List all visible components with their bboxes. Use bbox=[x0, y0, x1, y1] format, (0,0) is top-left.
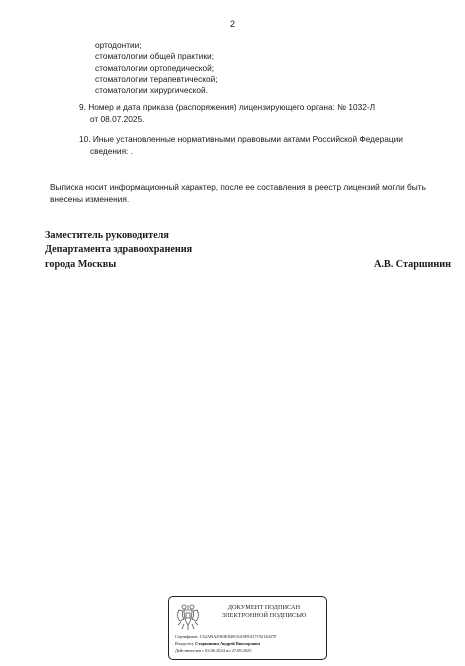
other-info-line: 10. Иные установленные нормативными правовыми актами Российской Федерации bbox=[79, 134, 403, 144]
order-info-line: 9. Номер и дата приказа (распоряжения) лицензирующего органа: № 1032-Л bbox=[79, 102, 376, 112]
e-signature-stamp bbox=[168, 596, 327, 660]
signer-position-line: города Москвы bbox=[45, 258, 117, 270]
list-item: стоматологии ортопедической; bbox=[95, 62, 215, 73]
other-info-item bbox=[79, 134, 403, 157]
order-info-date: от 08.07.2025. bbox=[90, 113, 145, 124]
stamp-owner bbox=[175, 641, 260, 646]
signer-position-line: Заместитель руководителя bbox=[45, 230, 169, 241]
notice-text: Выписка носит информационный характер, после ее составления в реестр лицензий могли быть внесены изменения. bbox=[50, 182, 426, 204]
stamp-certificate bbox=[175, 634, 277, 639]
stamp-title-line: ДОКУМЕНТ ПОДПИСАН bbox=[227, 604, 301, 611]
specialty-list bbox=[95, 40, 218, 96]
stamp-title bbox=[205, 604, 323, 619]
coat-of-arms-icon bbox=[175, 602, 201, 632]
stamp-validity: Действителен с 03.06.2024 по 27.08.2025 bbox=[175, 648, 252, 653]
list-item: стоматологии общей практики; bbox=[95, 51, 214, 62]
signer-position-line: Департамента здравоохранения bbox=[45, 244, 193, 256]
list-item: стоматологии терапевтической; bbox=[95, 73, 218, 84]
certificate-value: C52ABA2963E840C8A5FE41719212027F bbox=[199, 634, 277, 639]
signer-name: А.В. Старшинин bbox=[374, 259, 451, 270]
page-number: 2 bbox=[229, 19, 235, 29]
owner-label: Владелец: bbox=[175, 641, 194, 646]
owner-value: Старшинин Андрей Викторович bbox=[195, 641, 261, 646]
list-item: ортодонтии; bbox=[95, 40, 142, 50]
list-item: стоматологии хирургической. bbox=[95, 85, 208, 96]
order-info-item bbox=[79, 102, 375, 125]
certificate-label: Сертификат: bbox=[175, 634, 199, 639]
stamp-title-line: ЭЛЕКТРОННОЙ ПОДПИСЬЮ bbox=[221, 611, 307, 619]
signer-position bbox=[45, 229, 192, 272]
other-info-value: сведения: . bbox=[90, 145, 133, 156]
